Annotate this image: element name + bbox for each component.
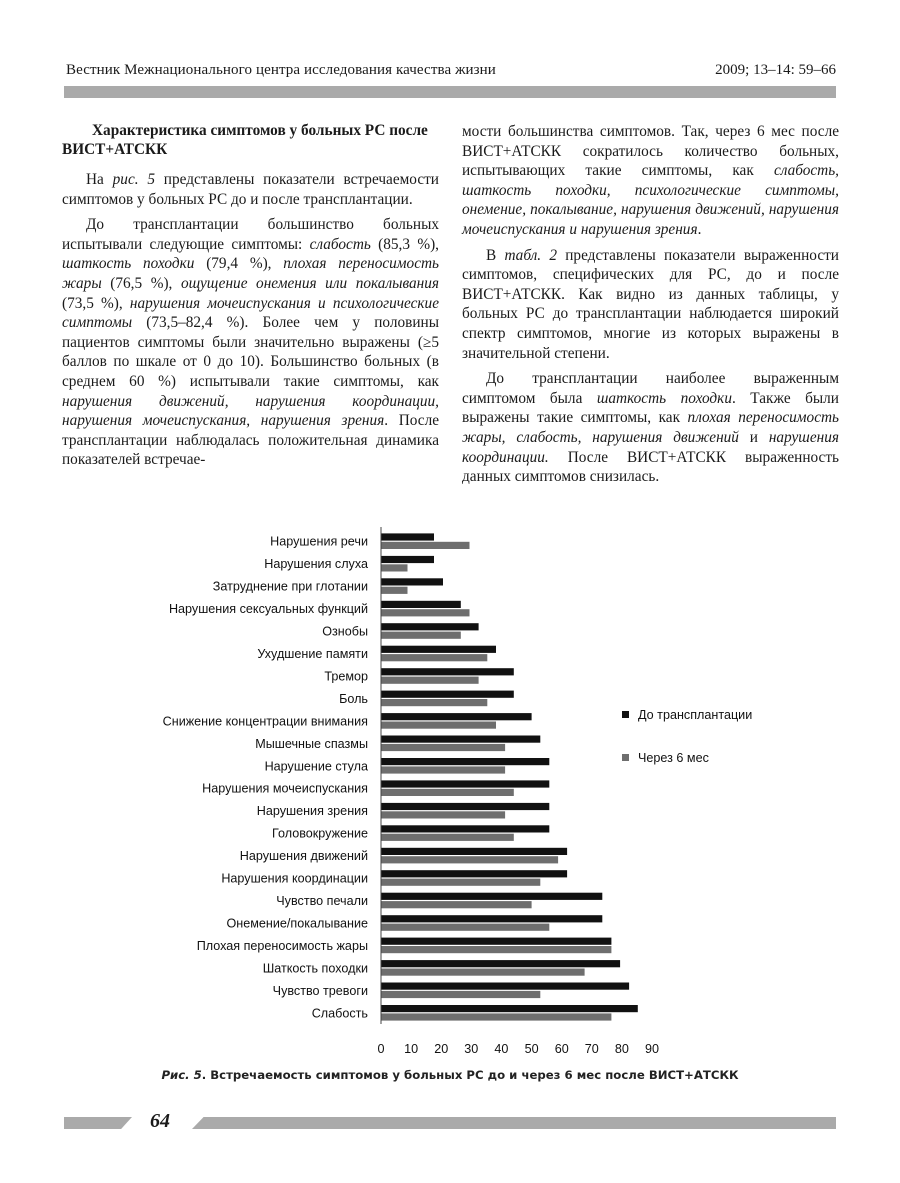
category-label: Нарушения мочеиспускания bbox=[202, 781, 368, 796]
page-number: 64 bbox=[150, 1110, 170, 1132]
bar-before bbox=[381, 825, 549, 832]
text-run: В bbox=[486, 246, 505, 264]
text-run: (73,5 %), bbox=[62, 294, 130, 312]
category-label: Тремор bbox=[324, 669, 368, 684]
category-label: Слабость bbox=[311, 1006, 368, 1021]
emphasis: нарушения движений, нарушения координации, нарушения мочеиспускания, нарушения зрения bbox=[62, 392, 439, 430]
emphasis: слабость, шаткость походки, психологические симптомы, онемение, покалывание, нарушения движений, нарушения мочеиспускания и нарушения зрения bbox=[462, 162, 839, 238]
text-run: (73,5–82,4 %). Более чем у половины пациентов симптомы были значительно выражены (≥5 баллов по шкале от 0 до 10). Большинство больных (в среднем 60 %) испытывали такие симптомы, как bbox=[62, 314, 439, 390]
bar-before bbox=[381, 601, 461, 608]
text-run: представлены показатели встречаемости симптомов у больных РС до и после трансплантации. bbox=[62, 171, 439, 208]
legend-swatch bbox=[622, 754, 629, 761]
bar-after bbox=[381, 744, 505, 751]
x-tick-label: 90 bbox=[644, 1042, 660, 1056]
bar-before bbox=[381, 870, 567, 877]
category-label: Нарушения координации bbox=[221, 871, 368, 886]
text-run: и bbox=[738, 428, 769, 446]
category-label: Нарушения речи bbox=[270, 534, 368, 549]
text-run: До трансплантации наиболее выраженным симптомом была bbox=[462, 370, 839, 407]
footer-bar-right bbox=[192, 1117, 836, 1129]
bar-before bbox=[381, 578, 443, 585]
category-label: Чувство тревоги bbox=[272, 983, 368, 998]
x-tick-label: 60 bbox=[554, 1042, 569, 1056]
bar-before bbox=[381, 1005, 638, 1012]
bar-before bbox=[381, 646, 496, 653]
category-label: Затруднение при глотании bbox=[212, 579, 368, 594]
text-run: На bbox=[86, 171, 113, 188]
bar-before bbox=[381, 668, 514, 675]
bar-before bbox=[381, 780, 549, 787]
text-run: . Также были выражены такие симптомы, как bbox=[462, 389, 839, 427]
figure-label: Рис. 5 bbox=[161, 1068, 202, 1082]
caption-text: . Встречаемость симптомов у больных РС до и через 6 мес после ВИСТ+АТСКК bbox=[201, 1068, 739, 1082]
bar-after bbox=[381, 789, 514, 796]
category-label: Шаткость походки bbox=[262, 961, 368, 976]
figure-reference: рис. 5 bbox=[112, 171, 155, 188]
bar-after bbox=[381, 834, 514, 841]
text-run: После ВИСТ+АТСКК выраженность данных симптомов снизилась. bbox=[462, 448, 839, 486]
bar-before bbox=[381, 915, 602, 922]
bar-before bbox=[381, 713, 532, 720]
issue-info: 2009; 13–14: 59–66 bbox=[715, 62, 836, 78]
bar-after bbox=[381, 991, 540, 998]
emphasis: шаткость походки bbox=[62, 255, 195, 273]
category-label: Мышечные спазмы bbox=[255, 736, 368, 751]
bar-after bbox=[381, 811, 505, 818]
category-label: Ознобы bbox=[322, 624, 368, 639]
category-label: Нарушения зрения bbox=[256, 804, 368, 819]
text-run: представлены показатели выраженности симптомов, специфических для РС, до и после ВИСТ+АТСКК. Как видно из данных таблицы, у больных РС до трансплантации наблюдается широкий спектр симптомов, многие из которых выражены в значительной степени. bbox=[462, 246, 839, 362]
emphasis: слабость bbox=[309, 235, 371, 253]
text-run: . После трансплантации наблюдалась положительная динамика показателей встречае- bbox=[62, 412, 440, 469]
x-tick-label: 50 bbox=[524, 1042, 539, 1056]
text-run: (79,4 %), bbox=[194, 255, 284, 273]
text-run: . bbox=[697, 220, 702, 238]
bar-before bbox=[381, 623, 479, 630]
bar-after bbox=[381, 1013, 611, 1020]
x-tick-label: 20 bbox=[434, 1042, 449, 1056]
bar-before bbox=[381, 983, 629, 990]
bar-after bbox=[381, 632, 461, 639]
category-label: Плохая переносимость жары bbox=[196, 938, 368, 953]
bar-before bbox=[381, 803, 549, 810]
bar-after bbox=[381, 766, 505, 773]
legend-label: До трансплантации bbox=[638, 708, 753, 722]
bar-after bbox=[381, 946, 611, 953]
bar-after bbox=[381, 677, 479, 684]
category-label: Нарушение стула bbox=[264, 759, 368, 774]
bar-before bbox=[381, 736, 540, 743]
bar-before bbox=[381, 758, 549, 765]
emphasis: нарушения координации. bbox=[462, 428, 839, 466]
legend-label: Через 6 мес bbox=[638, 751, 709, 765]
category-label: Головокружение bbox=[272, 826, 368, 841]
figure-caption bbox=[0, 1068, 900, 1082]
category-label: Онемение/покалывание bbox=[226, 916, 368, 931]
category-label: Боль bbox=[339, 691, 368, 706]
x-tick-label: 80 bbox=[614, 1042, 629, 1056]
category-label: Нарушения слуха bbox=[264, 557, 368, 572]
bar-before bbox=[381, 691, 514, 698]
bar-after bbox=[381, 969, 585, 976]
bar-after bbox=[381, 722, 496, 729]
text-run: (76,5 %), bbox=[101, 274, 181, 292]
category-label: Чувство печали bbox=[276, 894, 368, 908]
emphasis: шаткость походки bbox=[596, 389, 732, 407]
text-run: До трансплантации большинство больных испытывали следующие симптомы: bbox=[62, 216, 439, 253]
bar-after bbox=[381, 879, 540, 886]
category-label: Нарушения движений bbox=[239, 849, 368, 864]
category-label: Нарушения сексуальных функций bbox=[168, 602, 368, 617]
bar-after bbox=[381, 609, 470, 616]
x-tick-label: 30 bbox=[464, 1042, 479, 1056]
x-tick-label: 40 bbox=[494, 1042, 509, 1056]
bar-before bbox=[381, 960, 620, 967]
footer-bar-left bbox=[64, 1117, 132, 1129]
bar-after bbox=[381, 699, 487, 706]
bar-after bbox=[381, 654, 487, 661]
emphasis: нарушения мочеиспускания и психологические симптомы bbox=[62, 294, 439, 332]
category-label: Ухудшение памяти bbox=[257, 647, 368, 661]
text-run: (85,3 %), bbox=[370, 235, 439, 253]
bar-before bbox=[381, 938, 611, 945]
bar-before bbox=[381, 533, 434, 540]
bar-before bbox=[381, 893, 602, 900]
category-label: Снижение концентрации внимания bbox=[162, 714, 368, 729]
emphasis: ощущение онемения или покалывания bbox=[180, 274, 440, 292]
emphasis: плохая переносимость жары bbox=[62, 255, 439, 292]
x-tick-label: 70 bbox=[584, 1042, 599, 1056]
bar-before bbox=[381, 848, 567, 855]
legend-swatch bbox=[622, 711, 629, 718]
bar-after bbox=[381, 856, 558, 863]
text-run: мости большинства симптомов. Так, через 6 мес после ВИСТ+АТСКК сократилось количество больных, испытывающих такие симптомы, как bbox=[462, 123, 839, 180]
bar-after bbox=[381, 924, 549, 931]
section-title: Характеристика симптомов у больных РС после ВИСТ+АТСКК bbox=[62, 122, 428, 158]
x-tick-label: 0 bbox=[377, 1042, 385, 1056]
bar-after bbox=[381, 901, 532, 908]
bar-after bbox=[381, 587, 408, 594]
bar-after bbox=[381, 564, 408, 571]
emphasis: плохая переносимость жары, слабость, нарушения движений bbox=[462, 409, 840, 446]
x-tick-label: 10 bbox=[404, 1042, 419, 1056]
table-reference: табл. 2 bbox=[504, 246, 558, 264]
journal-title: Вестник Межнационального центра исследования качества жизни bbox=[66, 62, 496, 78]
bar-after bbox=[381, 542, 470, 549]
bar-before bbox=[381, 556, 434, 563]
